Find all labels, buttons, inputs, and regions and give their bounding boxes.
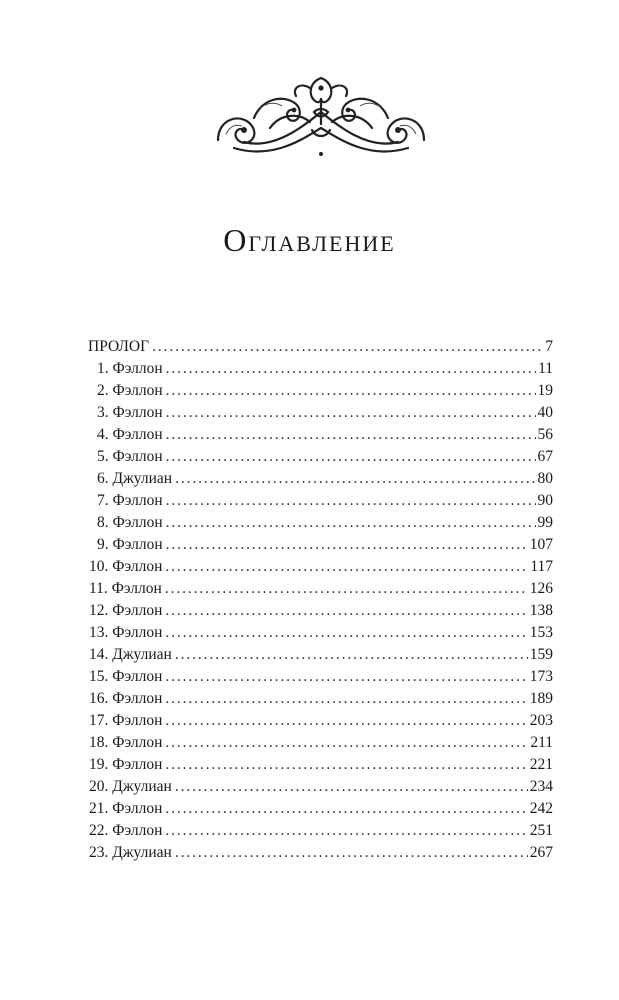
toc-entry-page: 117 — [530, 558, 553, 575]
toc-entry-page: 242 — [529, 800, 553, 817]
toc-entry — [88, 556, 553, 578]
toc-entry-page: 234 — [529, 778, 553, 795]
toc-entry-label: 21. Фэллон — [89, 800, 163, 817]
toc-entry-page: 99 — [537, 514, 553, 531]
toc-entry — [88, 358, 553, 380]
toc-dot-leader — [166, 402, 536, 424]
toc-entry-label: 14. Джулиан — [89, 646, 172, 663]
toc-entry — [88, 578, 553, 600]
toc-dot-leader — [165, 666, 527, 688]
toc-entry-page: 11 — [538, 360, 553, 377]
toc-entry-page: 203 — [529, 712, 553, 729]
toc-entry-label: 5. Фэллон — [97, 448, 163, 465]
toc-dot-leader — [165, 710, 527, 732]
toc-entry-page: 67 — [537, 448, 553, 465]
baroque-scroll-ornament-icon — [214, 68, 428, 160]
toc-entry — [88, 666, 553, 688]
toc-entry-label: 3. Фэллон — [97, 404, 163, 421]
toc-dot-leader — [175, 842, 528, 864]
toc-entry-label: 17. Фэллон — [89, 712, 163, 729]
toc-entry — [88, 600, 553, 622]
toc-entry-page: 173 — [529, 668, 553, 685]
toc-entry-page: 56 — [537, 426, 553, 443]
toc-entry-label: 16. Фэллон — [89, 690, 163, 707]
toc-entry-page: 80 — [537, 470, 553, 487]
toc-entry-page: 40 — [537, 404, 553, 421]
toc-dot-leader — [165, 622, 527, 644]
toc-entry — [88, 776, 553, 798]
toc-dot-leader — [165, 688, 527, 710]
toc-dot-leader — [166, 534, 528, 556]
toc-entry — [88, 688, 553, 710]
toc-dot-leader — [166, 380, 536, 402]
toc-entry-page: 189 — [529, 690, 553, 707]
toc-entry — [88, 842, 553, 864]
toc-dot-leader — [165, 820, 527, 842]
toc-entry-label: 20. Джулиан — [89, 778, 172, 795]
toc-entry-label: 12. Фэллон — [89, 602, 163, 619]
toc-entry — [88, 820, 553, 842]
toc-dot-leader — [175, 776, 528, 798]
toc-entry-label: 23. Джулиан — [89, 844, 172, 861]
toc-dot-leader — [166, 358, 536, 380]
toc-entry — [88, 798, 553, 820]
toc-entry-label: 8. Фэллон — [97, 514, 163, 531]
toc-entry-page: 211 — [530, 734, 553, 751]
toc-dot-leader — [152, 336, 543, 358]
toc-entry-page: 159 — [529, 646, 553, 663]
toc-entry-label: 19. Фэллон — [89, 756, 163, 773]
page-title: Оглавление — [223, 222, 396, 258]
table-of-contents — [88, 336, 553, 864]
toc-entry-label: 9. Фэллон — [97, 536, 163, 553]
toc-dot-leader — [166, 490, 536, 512]
toc-dot-leader — [165, 798, 527, 820]
toc-entry-page: 7 — [545, 338, 553, 355]
toc-entry-label: 1. Фэллон — [97, 360, 163, 377]
toc-dot-leader — [165, 732, 528, 754]
toc-entry-label: 2. Фэллон — [97, 382, 163, 399]
toc-dot-leader — [175, 468, 535, 490]
toc-entry — [88, 622, 553, 644]
toc-entry-page: 221 — [529, 756, 553, 773]
toc-entry-label: 4. Фэллон — [97, 426, 163, 443]
toc-dot-leader — [166, 512, 536, 534]
toc-entry-label: 22. Фэллон — [89, 822, 163, 839]
toc-dot-leader — [165, 600, 527, 622]
toc-entry-label: ПРОЛОГ — [88, 338, 150, 355]
toc-entry-label: 15. Фэллон — [89, 668, 163, 685]
toc-entry-page: 251 — [529, 822, 553, 839]
toc-entry — [88, 754, 553, 776]
toc-entry-page: 107 — [529, 536, 553, 553]
toc-entry — [88, 380, 553, 402]
toc-entry-label: 13. Фэллон — [89, 624, 163, 641]
toc-entry — [88, 710, 553, 732]
toc-dot-leader — [165, 556, 528, 578]
toc-entry — [88, 732, 553, 754]
toc-entry — [88, 446, 553, 468]
toc-dot-leader — [165, 578, 528, 600]
toc-dot-leader — [165, 754, 527, 776]
toc-dot-leader — [166, 424, 536, 446]
toc-entry-label: 6. Джулиан — [97, 470, 173, 487]
toc-entry — [88, 424, 553, 446]
toc-entry-label: 7. Фэллон — [97, 492, 163, 509]
toc-entry — [88, 468, 553, 490]
toc-entry-label: 10. Фэллон — [89, 558, 163, 575]
toc-entry — [88, 512, 553, 534]
toc-entry — [88, 534, 553, 556]
toc-entry — [88, 336, 553, 358]
toc-entry-page: 267 — [529, 844, 553, 861]
toc-entry-page: 138 — [529, 602, 553, 619]
toc-entry-page: 153 — [529, 624, 553, 641]
toc-entry-label: 11. Фэллон — [89, 580, 162, 597]
toc-dot-leader — [175, 644, 528, 666]
toc-dot-leader — [166, 446, 536, 468]
toc-entry — [88, 644, 553, 666]
toc-entry — [88, 490, 553, 512]
toc-entry-label: 18. Фэллон — [89, 734, 163, 751]
toc-entry-page: 19 — [537, 382, 553, 399]
toc-entry — [88, 402, 553, 424]
toc-entry-page: 90 — [537, 492, 553, 509]
toc-entry-page: 126 — [529, 580, 553, 597]
